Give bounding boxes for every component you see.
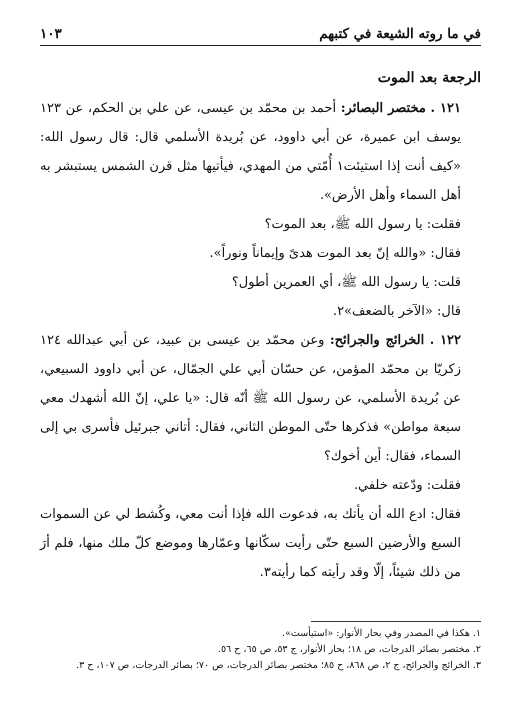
dialog-line: قال: «الآخر بالضعف»٢. [332, 304, 461, 319]
page-number: ١٠٣ [40, 26, 62, 42]
footnote: ٢. مختصر بصائر الدرجات، ص ١٨؛ بحار الأنوار، ج ٥٣، ص ٦٥، ح ٥٦. [218, 644, 481, 655]
dialog-line: فقلت: ودّعته خلفي. [353, 478, 461, 493]
dialog-line: فقال: «والله إنّ بعد الموت هدىً وإيماناً ونوراً». [209, 246, 461, 261]
hadith-number: ١٢٢ . [429, 333, 462, 348]
running-title: في ما روته الشيعة في كتبهم [319, 26, 481, 42]
dialog-paragraph: فقال: ادع الله أن يأتك به، فدعوت الله فإذا أنت معي، وكُشط لي عن السموات السبع والأرضين السبع حتّى رأيت سكّانها وعمّارها وموضع كلّ ملك منها، فلم أرَ من ذلك شيئاً، إلّا وقد رأيته كما رأيته٣. [40, 507, 461, 580]
hadith-source: مختصر البصائر: [340, 101, 426, 116]
hadith-text: وعن محمّد بن عيسى بن عبيد، عن أبي عبدالله ١٢٤ زكريّا بن محمّد المؤمن، عن حسّان أبي علي الجمّال، عن أبي داوود السبيعي، عن بُريدة الأسلمي، عن رسول الله ﷺ أنّه قال: «يا علي، إنّ الله أشهدك معي سبعة مواطن» فذكرها حتّى الموطن الثاني، فقال: أتاني جبرئيل فأسرى بي إلى السماء، فقال: أين أخوك؟ [40, 333, 461, 464]
dialog-line: قلت: يا رسول الله ﷺ، أي العمرين أطول؟ [231, 275, 461, 290]
footnote-divider [311, 621, 481, 622]
hadith-122 [40, 326, 481, 471]
hadith-source: الخرائج والجرائح: [329, 333, 425, 348]
footnote: ٣. الخرائج والجرائح، ج ٢، ص ٨٦٨، ح ٨٥؛ مختصر بصائر الدرجات، ص ٧٠؛ بصائر الدرجات، ص ١٠٧، ح ٣. [76, 660, 481, 671]
hadith-121 [40, 94, 481, 210]
hadith-number: ١٢١ . [430, 101, 461, 116]
hadith-text: أحمد بن محمّد بن عيسى، عن علي بن الحكم، عن ١٢٣ يوسف ابن عميرة، عن أبي داوود، عن بُريدة الأسلمي قال: قال رسول الله: «كيف أنت إذا استيئت١ أُمّتي من المهدي، فيأتيها مثل قرن الشمس يستبشر به أهل السماء وأهل الأرض». [40, 101, 461, 203]
dialog-line: فقلت: يا رسول الله ﷺ، بعد الموت؟ [264, 217, 461, 232]
page-header [40, 20, 481, 46]
footnote: ١. هكذا في المصدر وفي بحار الأنوار: «استيأست». [282, 628, 481, 639]
section-title: الرجعة بعد الموت [377, 70, 481, 86]
